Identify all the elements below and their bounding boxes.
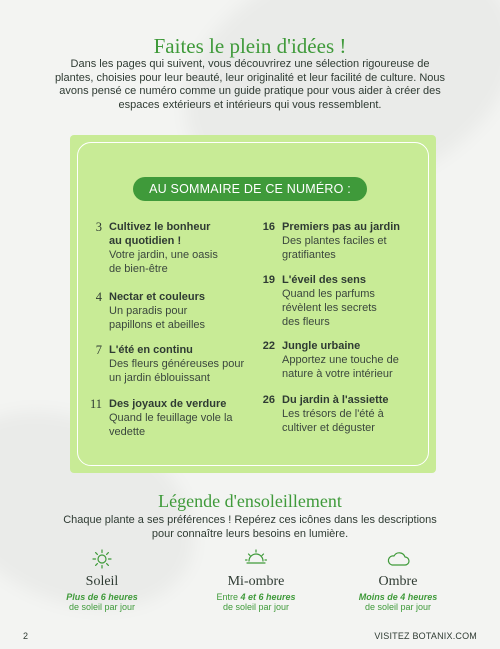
legend-item-desc: de soleil par jour <box>222 602 290 612</box>
toc-item-title: Jungle urbaine <box>282 340 361 352</box>
toc-item-desc: Votre jardin, une oasis de bien-être <box>109 249 218 275</box>
toc-item-title: Du jardin à l'assiette <box>282 394 389 406</box>
toc-item-title: Premiers pas au jardin <box>282 221 400 233</box>
legend-item-desc: de soleil par jour <box>364 602 432 612</box>
toc-page-number: 7 <box>95 343 102 357</box>
toc-item-desc: Apportez une touche de nature à votre intérieur <box>282 354 399 380</box>
legend-title: Légende d'ensoleillement <box>158 491 342 511</box>
website-link[interactable]: VISITEZ BOTANIX.COM <box>374 631 477 641</box>
toc-page-number: 16 <box>262 221 275 233</box>
legend-subtitle: Chaque plante a ses préférences ! Repérez ces icônes dans les descriptions pour connaître leurs besoins en lumière. <box>63 514 437 540</box>
toc-item-title: Des joyaux de verdure <box>109 398 227 410</box>
toc-item-desc: Un paradis pour papillons et abeilles <box>109 305 206 331</box>
partial-sun-icon <box>245 549 267 569</box>
toc-page-number: 4 <box>95 290 102 304</box>
toc-item-desc: Quand le feuillage vole la vedette <box>109 412 233 438</box>
toc-item-desc: Des plantes faciles et gratifiantes <box>282 235 387 261</box>
legend-item-sun <box>32 549 172 612</box>
toc-item-desc: Les trésors de l'été à cultiver et déguster <box>282 408 384 434</box>
toc-item-title: L'été en continu <box>109 344 193 356</box>
toc-item-title: L'éveil des sens <box>282 274 366 286</box>
cloud-icon <box>386 549 410 569</box>
toc-item-title: Cultivez le bonheur au quotidien ! <box>109 221 211 247</box>
legend-item-shade <box>328 549 468 612</box>
legend-item-hours: 4 et 6 heures <box>240 592 296 602</box>
legend-item-partial-sun <box>186 549 326 612</box>
sun-icon <box>92 549 112 569</box>
toc-page-number: 19 <box>262 274 275 286</box>
legend-item-prefix: Entre <box>216 592 241 602</box>
page-title: Faites le plein d'idées ! <box>153 34 347 58</box>
toc-item-desc: Quand les parfums révèlent les secrets des fleurs <box>282 288 377 328</box>
legend-item-name: Ombre <box>378 574 418 589</box>
intro-paragraph: Dans les pages qui suivent, vous découvrirez une sélection rigoureuse de plantes, choisies pour leur beauté, leur originalité et leur facilité de culture. Nous avons pensé ce numéro comme un guide pratique pour vous aider à créer des espaces extérieurs et intérieurs qui vous ressemblent. <box>54 58 446 111</box>
legend-item-name: Mi-ombre <box>227 574 285 589</box>
legend-item-hours: Plus de 6 heures <box>66 592 138 602</box>
toc-page-number: 26 <box>262 394 275 406</box>
toc-page-number: 11 <box>89 397 102 411</box>
toc-page-number: 22 <box>262 340 275 352</box>
toc-item-title: Nectar et couleurs <box>109 291 205 303</box>
toc-page-number: 3 <box>95 220 102 234</box>
page-number: 2 <box>23 631 29 641</box>
toc-banner: AU SOMMAIRE DE CE NUMÉRO : <box>133 177 367 201</box>
legend-item-hours: Moins de 4 heures <box>358 592 438 602</box>
legend-item-name: Soleil <box>85 574 119 589</box>
toc-item-desc: Des fleurs généreuses pour un jardin éblouissant <box>109 358 245 384</box>
legend-item-desc: de soleil par jour <box>68 602 136 612</box>
toc-panel <box>70 135 436 473</box>
